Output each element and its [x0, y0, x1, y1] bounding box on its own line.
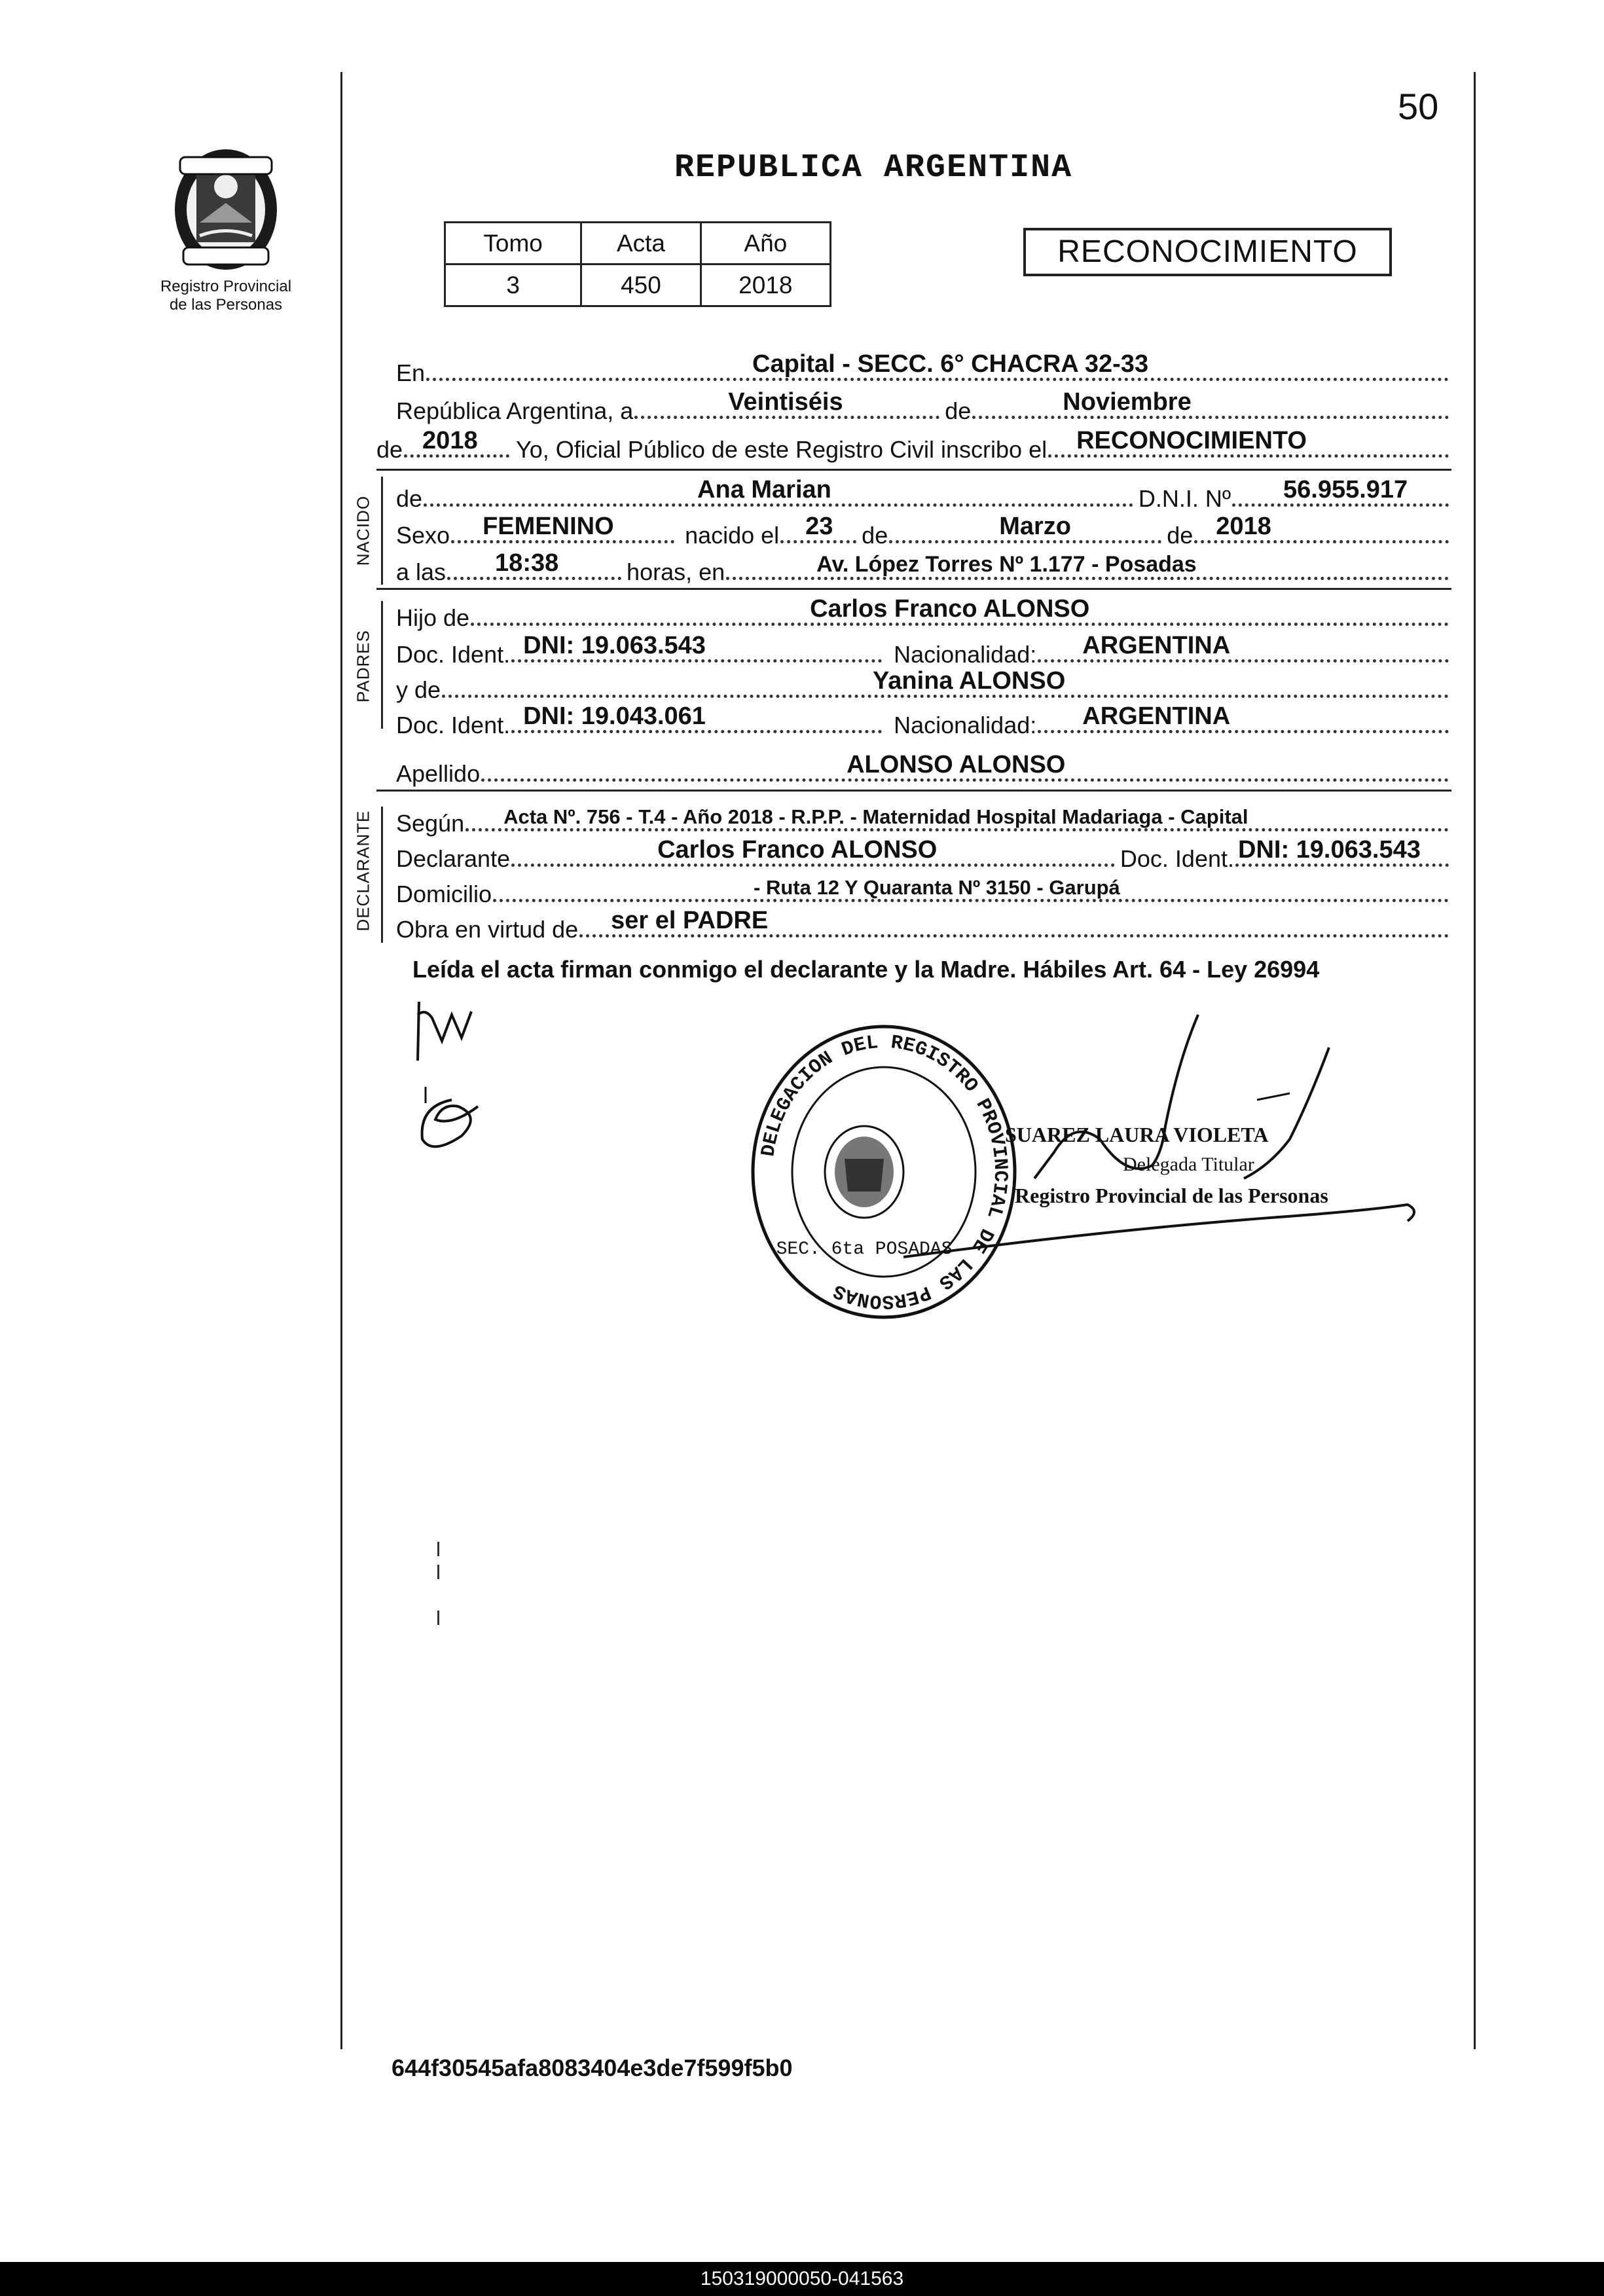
page-title: REPUBLICA ARGENTINA	[674, 149, 1073, 187]
declarante-doc: DNI: 19.063.543	[1238, 836, 1421, 864]
horas-label: horas, en	[627, 558, 725, 585]
nacido-sexo-row	[396, 513, 1450, 549]
sexo-value: FEMENINO	[483, 513, 614, 540]
de-label-1: de	[945, 397, 972, 424]
stray-mark-3	[437, 1611, 439, 1625]
de-label-2: de	[376, 436, 403, 463]
republica-label: República Argentina, a	[396, 397, 634, 424]
yde-label: y de	[396, 676, 441, 703]
birth-year-field	[1193, 513, 1450, 543]
father-doc-label: Doc. Ident.	[396, 641, 511, 668]
mother-doc-label: Doc. Ident.	[396, 712, 511, 738]
domicilio-value: - Ruta 12 Y Quaranta Nº 3150 - Garupá	[754, 876, 1120, 899]
sexo-field	[450, 513, 676, 543]
logo-caption-line2: de las Personas	[169, 296, 283, 314]
divider-3	[376, 790, 1451, 792]
father-doc: DNI: 19.063.543	[523, 632, 706, 659]
left-margin-line	[340, 72, 342, 2049]
page-number: 50	[1398, 86, 1439, 127]
intro-date-row	[396, 388, 1450, 425]
father-name: Carlos Franco ALONSO	[810, 595, 1090, 623]
declarante-bracket	[381, 807, 383, 943]
declarante-label: DECLARANTE	[353, 810, 373, 932]
nacido-label: NACIDO	[353, 495, 373, 566]
hijo-row	[396, 595, 1450, 632]
day-field	[633, 388, 941, 419]
anio-value: 2018	[701, 264, 830, 306]
dni-label: D.N.I. Nº	[1138, 485, 1231, 512]
name-field	[422, 476, 1135, 507]
father-doc-field	[510, 632, 883, 663]
logo-caption-line1: Registro Provincial	[160, 278, 292, 295]
inscribe-text: Yo, Oficial Público de este Registro Civil inscribo el	[516, 436, 1048, 463]
nacido-time-row	[396, 549, 1450, 586]
birth-month-field	[888, 513, 1163, 543]
intro-place-row	[396, 350, 1450, 387]
anio-header: Año	[701, 223, 830, 264]
birth-de-label-2: de	[1167, 522, 1194, 549]
domicilio-label: Domicilio	[396, 881, 492, 907]
father-doc-row	[396, 632, 1450, 668]
segun-field	[464, 805, 1450, 831]
stray-mark-2	[437, 1565, 439, 1579]
birth-month: Marzo	[999, 513, 1072, 540]
declarante-row	[396, 836, 1450, 873]
birth-de-label: de	[862, 522, 888, 549]
en-label: En	[396, 359, 426, 386]
logo-caption	[131, 278, 321, 314]
year-value: 2018	[422, 427, 478, 454]
stamp-emblem-icon	[825, 1126, 903, 1218]
segun-label: Según	[396, 810, 465, 837]
stamp-inner-text: SEC. 6ta POSADAS	[776, 1239, 953, 1260]
birth-day-field	[779, 513, 858, 543]
declarante-field	[510, 836, 1116, 867]
child-name: Ana Marian	[697, 476, 831, 503]
birth-place: Av. López Torres Nº 1.177 - Posadas	[816, 552, 1197, 577]
apellido-label: Apellido	[396, 760, 481, 787]
segun-value: Acta Nº. 756 - T.4 - Año 2018 - R.P.P. - Maternidad Hospital Madariaga - Capital	[503, 805, 1249, 828]
time-field	[446, 549, 623, 580]
nacido-el-label: nacido el	[685, 522, 780, 549]
declarante-doc-field	[1234, 836, 1450, 867]
mother-doc-row	[396, 702, 1450, 739]
handwritten-initials	[406, 989, 511, 1159]
birth-time: 18:38	[495, 549, 559, 577]
obra-field	[578, 907, 1450, 938]
divider-2	[376, 588, 1451, 590]
place-field	[425, 350, 1450, 381]
acta-value: 450	[581, 264, 701, 306]
document-hash: 644f30545afa8083404e3de7f599f5b0	[392, 2054, 793, 2081]
obra-value: ser el PADRE	[611, 907, 769, 934]
official-org: Registro Provincial de las Personas	[1015, 1184, 1328, 1207]
coat-of-arms-icon	[160, 131, 291, 275]
obra-label: Obra en virtud de	[396, 916, 579, 943]
month-value: Noviembre	[1063, 388, 1192, 416]
place-value: Capital - SECC. 6° CHACRA 32-33	[752, 350, 1149, 378]
obra-row	[396, 907, 1450, 943]
apellido-field	[480, 751, 1450, 782]
domicilio-field	[492, 876, 1450, 902]
birth-place-field	[725, 552, 1450, 580]
apellido-row	[396, 751, 1450, 788]
declarante-name: Carlos Franco ALONSO	[657, 836, 938, 864]
nacido-name-row	[396, 476, 1450, 513]
dni-field	[1231, 476, 1450, 507]
province-logo	[160, 131, 291, 275]
apellido-value: ALONSO ALONSO	[847, 751, 1066, 778]
mother-doc: DNI: 19.043.061	[523, 702, 706, 730]
padres-bracket	[381, 601, 383, 729]
father-nationality: ARGENTINA	[1082, 632, 1231, 659]
mother-doc-field	[510, 702, 883, 733]
mother-name: Yanina ALONSO	[873, 667, 1066, 695]
month-field	[971, 388, 1450, 419]
acta-header: Acta	[581, 223, 701, 264]
declarante-name-label: Declarante	[396, 845, 511, 872]
nacido-bracket	[381, 477, 383, 585]
mother-nationality: ARGENTINA	[1082, 702, 1231, 730]
divider-1	[376, 469, 1451, 471]
father-nat-field	[1036, 632, 1450, 663]
act-type-field	[1047, 427, 1450, 458]
document-type-box: RECONOCIMIENTO	[1023, 228, 1392, 276]
padres-label: PADRES	[353, 630, 373, 702]
day-value: Veintiséis	[728, 388, 843, 416]
official-role: Delegada Titular	[1123, 1154, 1254, 1175]
intro-year-row	[376, 427, 1450, 464]
stray-mark-1	[437, 1542, 439, 1556]
act-type-value: RECONOCIMIENTO	[1076, 427, 1307, 454]
closing-statement: Leída el acta firman conmigo el declarante y la Madre. Hábiles Art. 64 - Ley 26994	[412, 956, 1320, 983]
birth-day: 23	[805, 513, 833, 540]
child-dni: 56.955.917	[1283, 476, 1408, 503]
right-margin-line	[1474, 72, 1476, 2049]
hijo-label: Hijo de	[396, 604, 470, 631]
nacido-de-label: de	[396, 485, 423, 512]
mother-field	[441, 667, 1450, 698]
yde-row	[396, 667, 1450, 704]
declarante-doc-label: Doc. Ident.	[1120, 845, 1234, 872]
father-nac-label: Nacionalidad:	[894, 641, 1037, 668]
tomo-value: 3	[445, 264, 581, 306]
alas-label: a las	[396, 558, 447, 585]
register-table	[444, 221, 831, 307]
sexo-label: Sexo	[396, 522, 450, 549]
mother-nat-field	[1036, 702, 1450, 733]
mother-nac-label: Nacionalidad:	[894, 712, 1037, 738]
footer-code: 150319000050-041563	[0, 2262, 1604, 2296]
domicilio-row	[396, 876, 1450, 908]
father-field	[469, 595, 1450, 626]
official-name: SUAREZ LAURA VIOLETA	[1005, 1123, 1269, 1146]
year-field	[403, 427, 511, 458]
tomo-header: Tomo	[445, 223, 581, 264]
segun-row	[396, 805, 1450, 837]
stamp-ring-text: DELEGACION DEL REGISTRO PROVINCIAL DE LAS PERSONAS	[757, 1031, 1012, 1313]
birth-year: 2018	[1216, 513, 1271, 540]
